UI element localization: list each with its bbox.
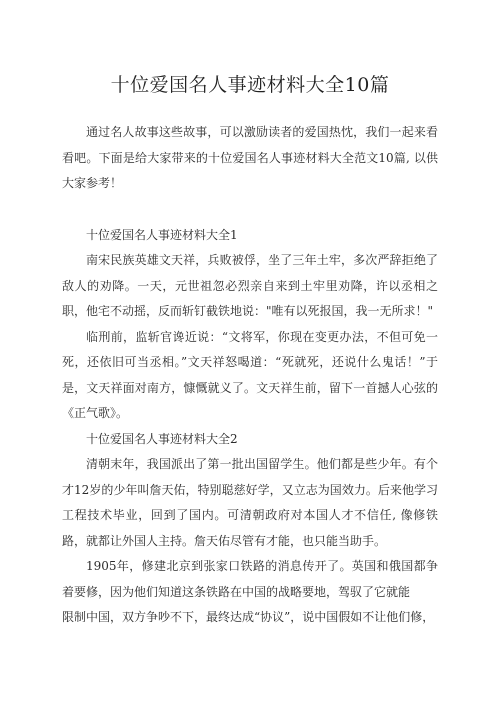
- document-body: [62, 120, 438, 631]
- section-heading: 十位爱国名人事迹材料大全2: [86, 431, 238, 446]
- section-heading: 十位爱国名人事迹材料大全1: [86, 227, 238, 242]
- section-paragraph: 清朝末年，我国派出了第一批出国留学生。他们都是些少年。有个才12岁的少年叫詹天佑，特别聪慈好学，又立志为国效力。后来他学习工程技术毕业，回到了国内。可清朝政府对本国人才不信任, 像修铁路，就都让外国人主持。詹天佑尽管有才能，也只能当助手。: [62, 457, 438, 548]
- section-paragraph: 1905年，修建北京到张家口铁路的消息传开了。英国和俄国都争着要修，因为他们知道这条铁路在中国的战略要地，驾驭了它就能: [62, 559, 438, 599]
- paragraph-gap: [62, 197, 438, 223]
- document-title: 十位爱国名人事迹材料大全10篇: [110, 74, 390, 96]
- section-paragraph: 南宋民族英雄文天祥，兵败被俘，坐了三年土牢，多次严辞拒绝了敌人的劝降。一天，元世祖忽必烈亲自来到土牢里劝降，许以丞相之职，他宅不动摇，反而斩钉截铁地说："唯有以死报国，我一无所求！": [62, 253, 438, 318]
- intro-paragraph: 通过名人故事这些故事，可以激励读者的爱国热忱，我们一起来看看吧。下面是给大家带来的十位爱国名人事迹材料大全范文10篇, 以供大家参考！: [62, 125, 438, 190]
- section-paragraph-continuation: 限制中国，双方争吵不下，最终达成“协议”，说中国假如不让他们修，: [62, 610, 435, 624]
- section-paragraph: 临刑前，监斩官谗近说：“文将军，你现在变更办法，不但可免一死，还依旧可当丞相。”文天祥怒喝道：“死就死，还说什么鬼话！”于是，文天祥面对南方，慷慨就义了。文天祥生前，留下一首撼人心弦的《正气歌》。: [62, 329, 438, 420]
